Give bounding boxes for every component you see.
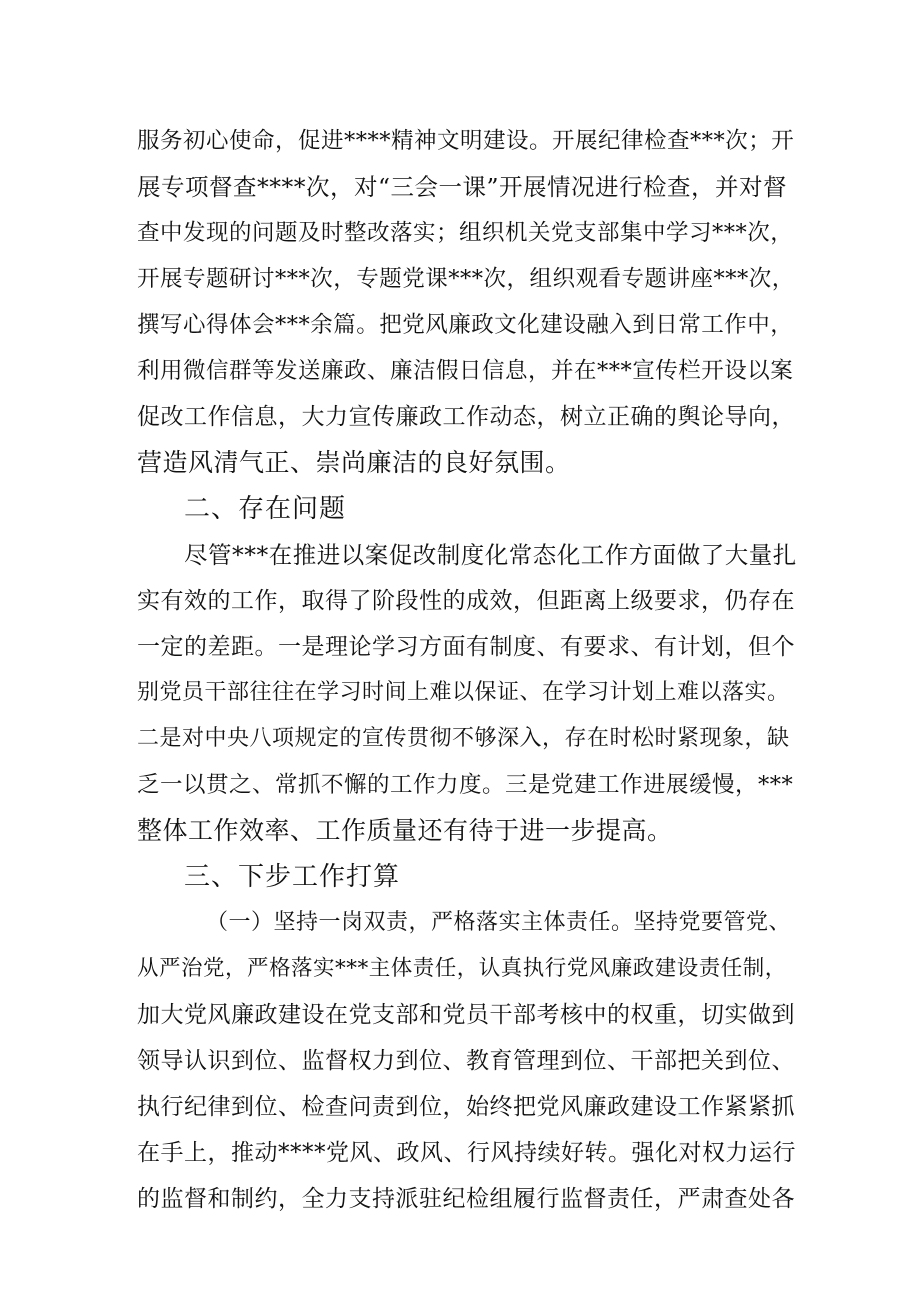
paragraph-line: 整体工作效率、工作质量还有待于进一步提高。 (137, 816, 673, 845)
paragraph-line: 撰写心得体会***余篇。把党风廉政文化建设融入到日常工作中， (137, 312, 794, 338)
paragraph-line: 从严治党，严格落实***主体责任，认真执行党风廉政建设责任制， (137, 956, 787, 981)
paragraph-line: 利用微信群等发送廉政、廉洁假日信息，并在***宣传栏开设以案 (137, 358, 794, 384)
paragraph-line: 别党员干部往往在学习时间上难以保证、在学习计划上难以落实。 (137, 680, 790, 705)
paragraph-line: 的监督和制约，全力支持派驻纪检组履行监督责任，严肃查处各 (137, 1186, 795, 1212)
paragraph-line: 乏一以贯之、常抓不懈的工作力度。三是党建工作进展缓慢，*** (137, 772, 794, 798)
paragraph-line: 展专项督查****次，对“三会一课”开展情况进行检查，并对督 (137, 173, 788, 201)
paragraph-line: 服务初心使命，促进****精神文明建设。开展纪律检查***次；开 (137, 128, 795, 154)
paragraph-line: 在手上，推动****党风、政风、行风持续好转。强化对权力运行 (137, 1140, 796, 1166)
paragraph-line: 二是对中央八项规定的宣传贯彻不够深入，存在时松时紧现象，缺 (137, 726, 790, 751)
section-heading-next-steps: 三、下步工作打算 (184, 862, 401, 892)
paragraph-line: 执行纪律到位、检查问责到位，始终把党风廉政建设工作紧紧抓 (137, 1094, 795, 1120)
paragraph-line: 加大党风廉政建设在党支部和党员干部考核中的权重，切实做到 (137, 1002, 795, 1028)
paragraph-line: 尽管***在推进以案促改制度化常态化工作方面做了大量扎 (184, 541, 797, 569)
paragraph-line: 促改工作信息，大力宣传廉政工作动态，树立正确的舆论导向， (137, 404, 795, 430)
paragraph-line: （一）坚持一岗双责，严格落实主体责任。坚持党要管党、 (206, 910, 792, 935)
paragraph-line: 领导认识到位、监督权力到位、教育管理到位、干部把关到位、 (137, 1048, 795, 1074)
paragraph-line: 开展专题研讨***次，专题党课***次，组织观看专题讲座***次， (137, 266, 795, 292)
section-heading-problems: 二、存在问题 (184, 494, 347, 524)
paragraph-line: 营造风清气正、崇尚廉洁的良好氛围。 (137, 448, 571, 477)
paragraph-line: 查中发现的问题及时整改落实；组织机关党支部集中学习***次， (137, 220, 794, 246)
paragraph-line: 一定的差距。一是理论学习方面有制度、有要求、有计划，但个 (137, 634, 795, 660)
paragraph-line: 实有效的工作，取得了阶段性的成效，但距离上级要求，仍存在 (137, 588, 795, 614)
